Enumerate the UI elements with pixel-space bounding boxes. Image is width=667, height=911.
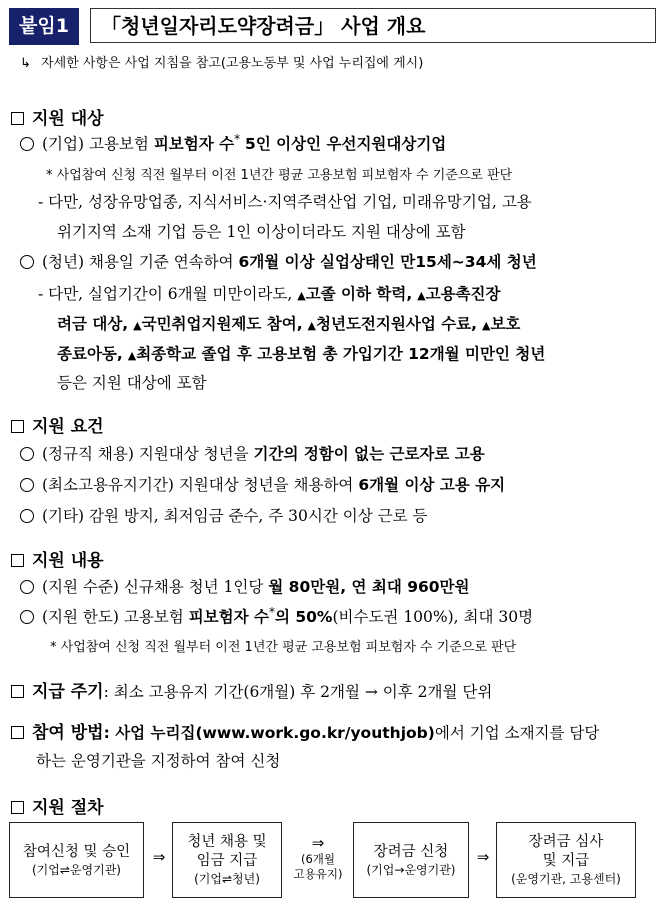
- wait-arrow: [283, 834, 353, 882]
- checkbox-square-icon: [11, 420, 24, 433]
- bold-text: 고용촉진장: [425, 285, 501, 303]
- text: 고용보험: [88, 135, 149, 154]
- bullet-circle-icon: [20, 580, 34, 594]
- payment-text: : 최소 고용유지 기간(6개월) 후 2개월 → 이후 2개월 단위: [103, 683, 493, 701]
- step-title: 청년 채용 및: [187, 834, 267, 850]
- checkbox-square-icon: [11, 112, 24, 125]
- bullet-circle-icon: [20, 255, 34, 269]
- target-youth-line: [20, 250, 537, 272]
- bullet-circle-icon: [20, 447, 34, 461]
- step-subtitle: (기업→운영기관): [366, 862, 456, 877]
- bold-text: 최종학교 졸업 후 고용보험 총 가입기간 12개월 미만인 청년: [136, 345, 546, 363]
- wait-note: 고용유지): [293, 867, 343, 881]
- text: 에서 기업 소재지를 담당: [434, 724, 600, 742]
- bold-text: 국민취업지원제도 참여,: [141, 315, 303, 333]
- procedure-step-1: [9, 822, 144, 898]
- text: 고용보험: [123, 608, 184, 627]
- asterisk-mark: *: [234, 132, 241, 146]
- bullet-circle-icon: [20, 610, 34, 624]
- content-footnote: * 사업참여 신청 직전 월부터 이전 1년간 평균 고용보험 피보험자 수 기준으로 판단: [50, 640, 517, 655]
- bold-text: 월 80만원, 연 최대 960만원: [268, 578, 470, 596]
- step-subtitle: (기업⇌운영기관): [32, 862, 121, 877]
- triangle-bullet-icon: ▲: [481, 319, 491, 332]
- checkbox-square-icon: [11, 685, 24, 698]
- bullet-circle-icon: [20, 478, 34, 492]
- step-title-2: 및 지급: [542, 853, 590, 869]
- triangle-bullet-icon: ▲: [307, 319, 317, 332]
- step-title: 장려금 신청: [373, 843, 449, 860]
- step-title-2: 임금 지급: [196, 853, 258, 869]
- step-title: 장려금 심사: [528, 834, 604, 850]
- section-procedure: [11, 793, 104, 818]
- checkbox-square-icon: [11, 726, 24, 739]
- checkbox-square-icon: [11, 801, 24, 814]
- section-payment: [11, 677, 492, 702]
- page-title: 「청년일자리도약장려금」 사업 개요: [90, 8, 656, 43]
- text: 감원 방지, 최저임금 준수, 주 30시간 이상 근로 등: [88, 507, 428, 525]
- section-requirements: [11, 412, 104, 437]
- youth-sub-line-3: [57, 342, 545, 364]
- triangle-bullet-icon: ▲: [133, 319, 142, 332]
- youth-sub-line-1: [38, 282, 501, 304]
- website-link-text: : 사업 누리집(www.work.go.kr/youthjob): [103, 724, 435, 742]
- company-sub-line-2: 위기지역 소재 기업 등은 1인 이상이더라도 지원 대상에 포함: [57, 223, 466, 241]
- double-arrow-icon: ⇒: [476, 848, 490, 866]
- bold-text: 피보험자 수: [153, 135, 235, 154]
- text: 채용일 기준 연속하여: [88, 253, 234, 271]
- bold-text: 피보험자 수: [188, 608, 269, 627]
- bold-text: 종료아동,: [57, 345, 123, 363]
- double-arrow-icon: ⇒: [152, 848, 166, 866]
- text: 지원대상 청년을 채용하여: [178, 476, 354, 494]
- double-arrow-icon: ⇒: [311, 834, 325, 852]
- bold-text: 려금 대상,: [57, 315, 129, 333]
- bullet-tag: (지원 수준): [42, 578, 119, 596]
- section-support-target: [11, 104, 104, 129]
- section-participation: [11, 718, 599, 743]
- procedure-step-4: [496, 822, 636, 898]
- participation-line-2: 하는 운영기관을 지정하여 참여 신청: [36, 752, 281, 770]
- text: 지원대상 청년을: [138, 445, 249, 463]
- section-heading: 지원 요건: [32, 417, 104, 437]
- requirement-line-1: [20, 442, 485, 464]
- content-line-2: [20, 605, 533, 627]
- guide-note-text: 자세한 사항은 사업 지침을 참고(고용노동부 및 사업 누리집에 게시): [41, 56, 424, 71]
- wait-note: (6개월: [300, 852, 336, 866]
- bullet-tag: (최소고용유지기간): [42, 476, 174, 494]
- bullet-tag: (기업): [42, 135, 85, 154]
- bullet-tag: (기타): [42, 507, 85, 525]
- bold-text: 보호: [490, 315, 521, 333]
- section-content: [11, 546, 104, 571]
- step-subtitle: (운영기관, 고용센터): [511, 872, 621, 886]
- checkbox-square-icon: [11, 554, 24, 567]
- bold-text: 의 50%: [274, 608, 333, 627]
- bold-text: 기간의 정함이 없는 근로자로 고용: [253, 445, 485, 463]
- company-sub-line-1: - 다만, 성장유망업종, 지식서비스·지역주력산업 기업, 미래유망기업, 고용: [38, 193, 532, 211]
- bold-text: 5인 이상인 우선지원대상기업: [245, 135, 447, 154]
- triangle-bullet-icon: ▲: [417, 289, 426, 302]
- bullet-tag: (정규직 채용): [42, 445, 134, 463]
- bullet-tag: (지원 한도): [42, 608, 119, 627]
- requirement-line-2: [20, 473, 505, 495]
- section-heading: 참여 방법: [32, 723, 104, 743]
- section-heading: 지원 내용: [32, 551, 104, 571]
- content-line-1: [20, 575, 470, 597]
- return-arrow-icon: ↳: [20, 56, 31, 71]
- text: - 다만, 실업기간이 6개월 미만이라도,: [38, 285, 293, 303]
- step-title: 참여신청 및 승인: [22, 843, 131, 860]
- asterisk-mark: *: [268, 605, 275, 619]
- guide-note: [20, 52, 423, 71]
- section-heading: 지원 대상: [32, 109, 104, 129]
- bold-text: 6개월 이상 고용 유지: [358, 476, 506, 494]
- section-heading: 지원 절차: [32, 798, 104, 818]
- procedure-step-2: [172, 822, 282, 898]
- bullet-circle-icon: [20, 509, 34, 523]
- company-footnote: * 사업참여 신청 직전 월부터 이전 1년간 평균 고용보험 피보험자 수 기준으로 판단: [46, 168, 513, 183]
- text: (비수도권 100%), 최대 30명: [332, 608, 534, 627]
- requirement-line-3: [20, 504, 428, 526]
- bullet-tag: (청년): [42, 253, 85, 271]
- triangle-bullet-icon: ▲: [127, 349, 137, 362]
- bold-text: 청년도전지원사업 수료,: [316, 315, 478, 333]
- bold-text: 6개월 이상 실업상태인 만15세~34세 청년: [238, 253, 537, 271]
- bullet-circle-icon: [20, 137, 34, 151]
- step-subtitle: (기업⇌청년): [194, 872, 260, 886]
- triangle-bullet-icon: ▲: [297, 289, 306, 302]
- attachment-badge: 붙임1: [9, 8, 79, 45]
- section-heading: 지급 주기: [32, 682, 104, 702]
- youth-sub-line-2: [57, 312, 520, 334]
- youth-sub-line-4: 등은 지원 대상에 포함: [57, 374, 207, 392]
- text: 신규채용 청년 1인당: [123, 578, 264, 596]
- procedure-step-3: [353, 822, 469, 898]
- bold-text: 고졸 이하 학력,: [305, 285, 413, 303]
- target-company-line: [20, 132, 446, 154]
